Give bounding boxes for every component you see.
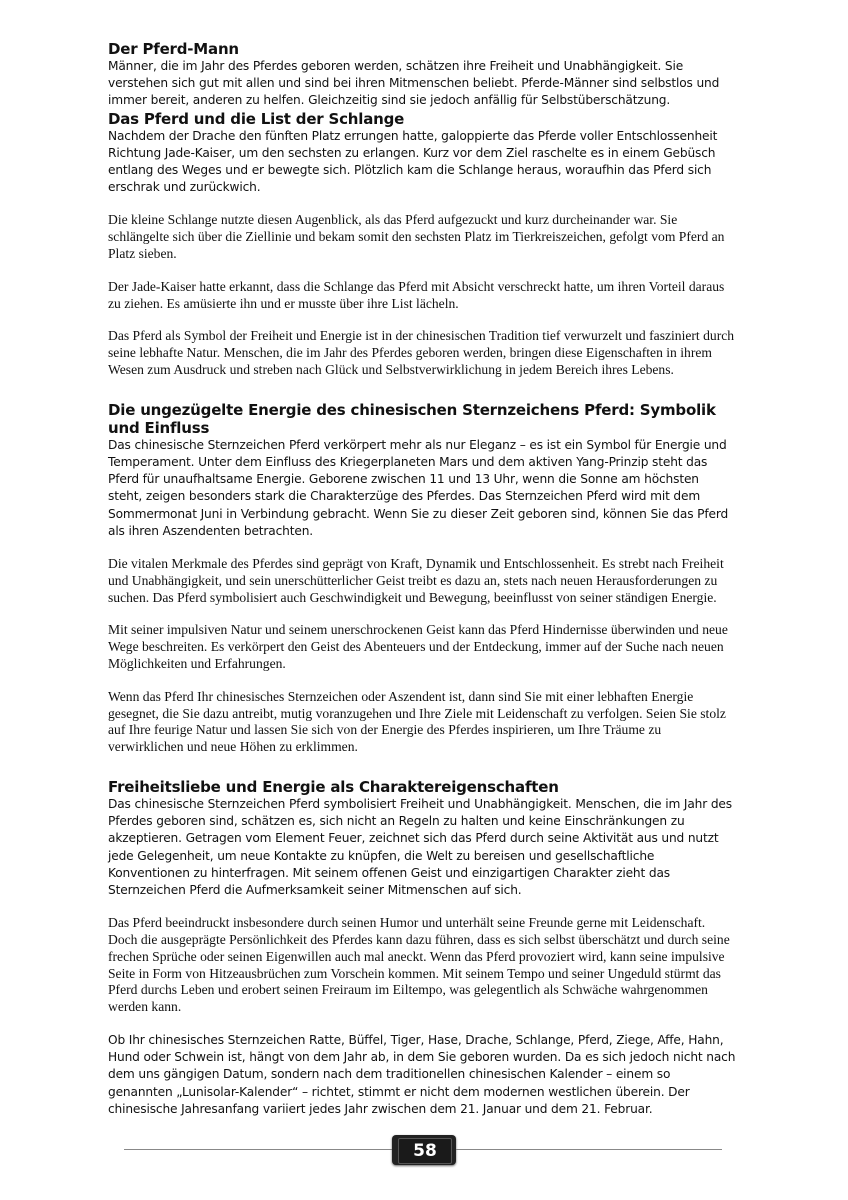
heading-ungezuegelte-energie: Die ungezügelte Energie des chinesischen Sternzeichens Pferd: Symbolik und Einfluss [108,400,716,437]
paragraph: Ob Ihr chinesisches Sternzeichen Ratte, Büffel, Tiger, Hase, Drache, Schlange, Pferd, Ziege, Affe, Hahn, Hund oder Schwein ist, hängt von dem Jahr ab, in dem Sie geboren wurden. Da es sich jedoch nicht nach dem uns gängigen Datum, sondern nach dem traditionellen chinesischen Kalender – einem so genannten „Lunisolar-Kalender“ – richtet, stimmt er nicht dem modernen westlichen überein. Der chinesische Jahresanfang variiert jedes Jahr zwischen dem 21. Januar und dem 21. Februar. [108,1032,736,1116]
paragraph: Das Pferd als Symbol der Freiheit und Energie ist in der chinesischen Tradition tief verwurzelt und fasziniert durch seine lebhafte Natur. Menschen, die im Jahr des Pferdes geboren werden, bringen diese Eigenschaften in ihrem Wesen zum Ausdruck und streben nach Glück und Selbstverwirklichung in jedem Bereich ihres Lebens. [108,328,735,377]
paragraph: Das chinesische Sternzeichen Pferd symbolisiert Freiheit und Unabhängigkeit. Menschen, die im Jahr des Pferdes geboren sind, schätzen es, sich nicht an Regeln zu halten und keine Einschränkungen zu akzeptieren. Getragen vom Element Feuer, zeichnet sich das Pferd durch seine Aktivität aus und nutzt jede Gelegenheit, um neue Kontakte zu knüpfen, die Welt zu bereisen und gesellschaftliche Konventionen zu hinterfragen. Mit seinem offenen Geist und einzigartigen Charakter zieht das Sternzeichen Pferd die Aufmerksamkeit seiner Mitmenschen auf sich. [108,796,732,897]
footer-rule-left [124,1149,392,1150]
paragraph: Das chinesische Sternzeichen Pferd verkörpert mehr als nur Eleganz – es ist ein Symbol für Energie und Temperament. Unter dem Einfluss des Kriegerplaneten Mars und dem aktiven Yang-Prinzip steht das Pferd für unaufhaltsame Energie. Geborene zwischen 11 und 13 Uhr, wenn die Sonne am höchsten steht, zeigen besonders stark die Charakterzüge des Pferdes. Das Sternzeichen Pferd wird mit dem Sommermonat Juni in Verbindung gebracht. Wenn Sie zu dieser Zeit geboren sind, können Sie das Pferd als ihren Aszendenten betrachten. [108,437,729,538]
paragraph: Mit seiner impulsiven Natur und seinem unerschrockenen Geist kann das Pferd Hindernisse überwinden und neue Wege beschreiten. Es verkörpert den Geist des Abenteuers und der Entdeckung, immer auf der Suche nach neuen Möglichkeiten und Erfahrungen. [108,622,728,671]
page-footer [0,1135,848,1175]
page-number: 58 [398,1138,452,1164]
footer-rule-right [456,1149,722,1150]
page-content [108,40,736,1118]
heading-list-der-schlange: Das Pferd und die List der Schlange [108,109,405,128]
paragraph: Wenn das Pferd Ihr chinesisches Sternzeichen oder Aszendent ist, dann sind Sie mit einer lebhaften Energie gesegnet, die Sie dazu antreibt, mutig voranzugehen und Ihre Ziele mit Leidenschaft zu verfolgen. Seien Sie stolz auf Ihre feurige Natur und lassen Sie sich von der Energie des Pferdes inspirieren, um Ihre Träume zu verwirklichen und neue Höhen zu erklimmen. [108,688,726,755]
paragraph: Nachdem der Drache den fünften Platz errungen hatte, galoppierte das Pferde voller Entschlossenheit Richtung Jade-Kaiser, um den sechsten zu erlangen. Kurz vor dem Ziel raschelte es in einem Gebüsch entlang des Weges und er bewegte sich. Plötzlich kam die Schlange heraus, woraufhin das Pferd sich erschrak und zurückwich. [108,128,718,195]
paragraph: Die kleine Schlange nutzte diesen Augenblick, als das Pferd aufgezuckt und kurz durcheinander war. Sie schlängelte sich über die Ziellinie und bekam somit den sechsten Platz im Tierkreiszeichen, gefolgt vom Pferd an Platz sieben. [108,212,725,262]
paragraph: Männer, die im Jahr des Pferdes geboren werden, schätzen ihre Freiheit und Unabhängigkeit. Sie verstehen sich gut mit allen und sind bei ihren Mitmenschen beliebt. Pferde-Männer sind selbstlos und immer bereit, anderen zu helfen. Gleichzeitig sind sie jedoch anfällig für Selbstüberschätzung. [108,59,720,108]
paragraph: Der Jade-Kaiser hatte erkannt, dass die Schlange das Pferd mit Absicht verschreckt hatte, um ihren Vorteil daraus zu ziehen. Es amüsierte ihn und er musste über ihre List lächeln. [108,278,725,311]
heading-pferd-mann: Der Pferd-Mann [108,40,239,58]
paragraph: Das Pferd beeindruckt insbesondere durch seinen Humor und unterhält seine Freunde gerne mit Leidenschaft. Doch die ausgeprägte Persönlichkeit des Pferdes kann dazu führen, dass es sich selbst überschätzt und durch seine frechen Sprüche oder seinen Eigenwillen auch mal aneckt. Wenn das Pferd provoziert wird, kann seine impulsive Seite in Form von Hitzeausbrüchen zum Vorschein kommen. Mit seinem Tempo und seiner Ungeduld stürmt das Pferd durchs Leben und erobert seinen Freiraum im Eiltempo, was gelegentlich als Schwäche wahrgenommen werden kann. [108,915,730,1015]
paragraph: Die vitalen Merkmale des Pferdes sind geprägt von Kraft, Dynamik und Entschlossenheit. Es strebt nach Freiheit und Unabhängigkeit, und sein unerschütterlicher Geist treibt es dazu an, stets nach neuen Herausforderungen zu suchen. Das Pferd symbolisiert auch Geschwindigkeit und Bewegung, beeinflusst von seiner ständigen Energie. [108,556,724,605]
page-number-badge [392,1135,456,1165]
heading-freiheitsliebe: Freiheitsliebe und Energie als Charaktereigenschaften [108,777,559,796]
